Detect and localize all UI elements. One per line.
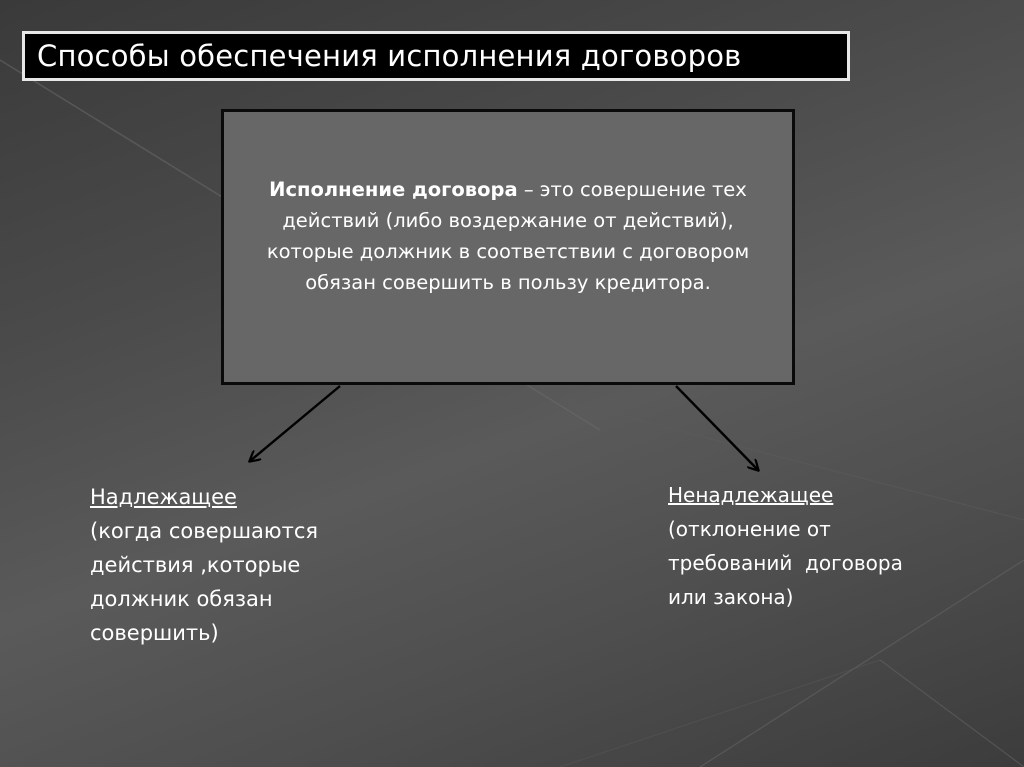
branch-improper-heading: Ненадлежащее [668,483,834,507]
definition-term: Исполнение договора [269,178,518,201]
branch-improper-line: требований договора [668,551,903,575]
page-title: Способы обеспечения исполнения договоров [37,39,742,73]
definition-text: – это совершение тех действий (либо воздержание от действий), которые должник в соответствии с договором обязан совершить в пользу кредитора. [266,178,750,294]
branch-proper-line: (когда совершаются [90,519,319,543]
branch-improper [668,478,988,614]
branch-proper [90,480,430,650]
branch-proper-line: должник обязан [90,587,273,611]
branch-proper-line: действия ,которые [90,553,301,577]
branch-proper-heading: Надлежащее [90,485,237,509]
branch-proper-line: совершить) [90,621,219,645]
arrow-left [250,386,340,461]
branch-improper-line: (отклонение от [668,517,831,541]
arrow-right [676,386,758,470]
branch-improper-line: или закона) [668,585,794,609]
